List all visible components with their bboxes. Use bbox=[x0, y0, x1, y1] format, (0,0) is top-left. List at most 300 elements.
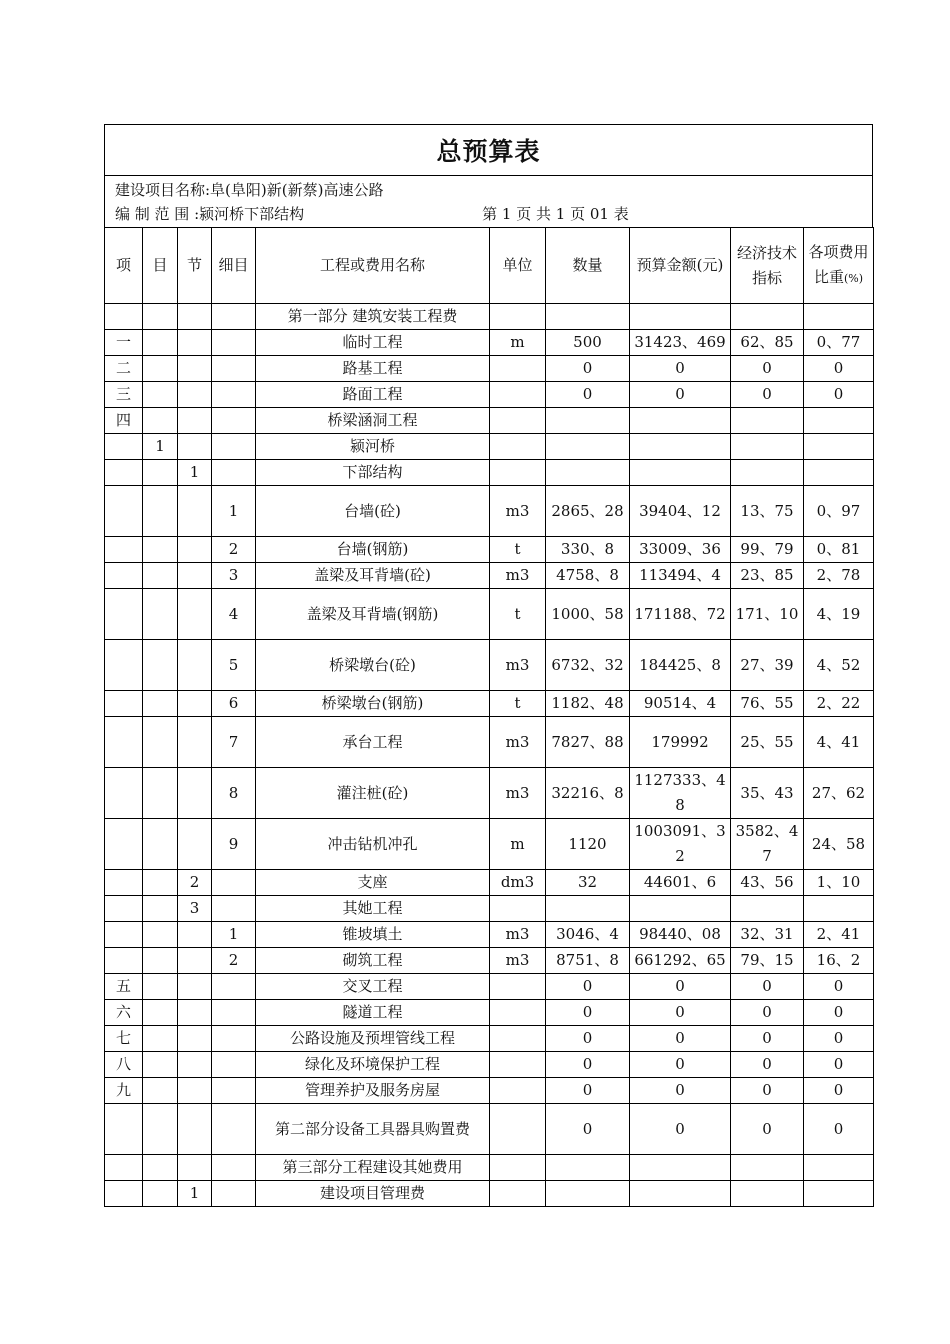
cell-ximu: 1 bbox=[212, 486, 256, 537]
cell-qty: 6732、32 bbox=[546, 640, 630, 691]
cell-ximu bbox=[212, 460, 256, 486]
cell-amount: 31423、469 bbox=[630, 330, 731, 356]
project-line bbox=[115, 178, 872, 202]
cell-mu bbox=[143, 1181, 178, 1207]
cell-xiang bbox=[105, 819, 143, 870]
percent-sign: (%) bbox=[843, 272, 864, 285]
cell-name: 路基工程 bbox=[256, 356, 490, 382]
cell-qty: 3046、4 bbox=[546, 922, 630, 948]
table-row bbox=[105, 640, 874, 691]
cell-jie bbox=[178, 486, 212, 537]
cell-mu bbox=[143, 974, 178, 1000]
cell-name: 支座 bbox=[256, 870, 490, 896]
cell-ratio: 27、62 bbox=[804, 768, 874, 819]
cell-mu bbox=[143, 1000, 178, 1026]
cell-ximu bbox=[212, 304, 256, 330]
cell-mu bbox=[143, 922, 178, 948]
cell-amount bbox=[630, 434, 731, 460]
cell-mu bbox=[143, 408, 178, 434]
cell-ratio: 0 bbox=[804, 1052, 874, 1078]
cell-unit: m bbox=[490, 330, 546, 356]
cell-qty: 1120 bbox=[546, 819, 630, 870]
cell-name: 临时工程 bbox=[256, 330, 490, 356]
cell-index bbox=[731, 896, 804, 922]
cell-name: 冲击钻机冲孔 bbox=[256, 819, 490, 870]
cell-amount: 179992 bbox=[630, 717, 731, 768]
cell-index: 0 bbox=[731, 1052, 804, 1078]
cell-jie bbox=[178, 1052, 212, 1078]
table-row bbox=[105, 948, 874, 974]
cell-qty: 0 bbox=[546, 1026, 630, 1052]
cell-xiang: 一 bbox=[105, 330, 143, 356]
cell-name: 锥坡填土 bbox=[256, 922, 490, 948]
cell-amount: 0 bbox=[630, 1104, 731, 1155]
cell-index: 0 bbox=[731, 382, 804, 408]
cell-amount: 44601、6 bbox=[630, 870, 731, 896]
cell-jie bbox=[178, 304, 212, 330]
cell-jie: 1 bbox=[178, 1181, 212, 1207]
cell-jie bbox=[178, 691, 212, 717]
cell-unit bbox=[490, 460, 546, 486]
cell-unit: m3 bbox=[490, 640, 546, 691]
cell-xiang bbox=[105, 486, 143, 537]
cell-ximu bbox=[212, 870, 256, 896]
cell-unit: m3 bbox=[490, 717, 546, 768]
cell-mu bbox=[143, 1078, 178, 1104]
cell-ximu: 1 bbox=[212, 922, 256, 948]
cell-unit: dm3 bbox=[490, 870, 546, 896]
table-row bbox=[105, 1052, 874, 1078]
cell-xiang bbox=[105, 640, 143, 691]
cell-ximu bbox=[212, 434, 256, 460]
table-row bbox=[105, 382, 874, 408]
cell-xiang bbox=[105, 922, 143, 948]
cell-ximu: 3 bbox=[212, 563, 256, 589]
cell-qty: 330、8 bbox=[546, 537, 630, 563]
table-row bbox=[105, 563, 874, 589]
table-row bbox=[105, 1026, 874, 1052]
cell-amount: 0 bbox=[630, 974, 731, 1000]
table-row bbox=[105, 768, 874, 819]
cell-index: 62、85 bbox=[731, 330, 804, 356]
cell-unit: t bbox=[490, 589, 546, 640]
ratio-header-text: 各项费用比重 bbox=[808, 243, 869, 286]
scope-text: 编 制 范 围 :颍河桥下部结构 bbox=[115, 205, 305, 223]
budget-sheet bbox=[104, 124, 873, 1207]
cell-mu bbox=[143, 537, 178, 563]
cell-unit bbox=[490, 1026, 546, 1052]
project-name: 建设项目名称:阜(阜阳)新(新蔡)高速公路 bbox=[115, 181, 384, 199]
cell-jie bbox=[178, 1155, 212, 1181]
cell-jie bbox=[178, 356, 212, 382]
cell-unit bbox=[490, 356, 546, 382]
cell-jie bbox=[178, 640, 212, 691]
col-header-jie: 节 bbox=[178, 228, 212, 304]
cell-qty: 0 bbox=[546, 356, 630, 382]
table-row bbox=[105, 589, 874, 640]
page-info: 第 1 页 共 1 页 01 表 bbox=[482, 205, 629, 223]
cell-ximu bbox=[212, 1104, 256, 1155]
cell-qty: 7827、88 bbox=[546, 717, 630, 768]
cell-ximu: 6 bbox=[212, 691, 256, 717]
table-row bbox=[105, 870, 874, 896]
cell-name: 台墙(钢筋) bbox=[256, 537, 490, 563]
cell-ratio: 0 bbox=[804, 1078, 874, 1104]
cell-xiang bbox=[105, 460, 143, 486]
cell-amount bbox=[630, 1155, 731, 1181]
cell-mu bbox=[143, 1026, 178, 1052]
cell-index: 32、31 bbox=[731, 922, 804, 948]
budget-table bbox=[104, 227, 874, 1207]
cell-xiang: 九 bbox=[105, 1078, 143, 1104]
info-block bbox=[104, 175, 873, 227]
cell-xiang: 三 bbox=[105, 382, 143, 408]
col-header-qty: 数量 bbox=[546, 228, 630, 304]
cell-amount: 1003091、32 bbox=[630, 819, 731, 870]
cell-qty bbox=[546, 304, 630, 330]
cell-amount: 0 bbox=[630, 356, 731, 382]
cell-qty: 1000、58 bbox=[546, 589, 630, 640]
cell-qty: 0 bbox=[546, 1104, 630, 1155]
cell-unit bbox=[490, 1181, 546, 1207]
cell-ratio: 0 bbox=[804, 382, 874, 408]
cell-unit bbox=[490, 1052, 546, 1078]
cell-name: 公路设施及预埋管线工程 bbox=[256, 1026, 490, 1052]
cell-name: 下部结构 bbox=[256, 460, 490, 486]
cell-unit bbox=[490, 1000, 546, 1026]
cell-amount: 33009、36 bbox=[630, 537, 731, 563]
cell-name: 桥梁涵洞工程 bbox=[256, 408, 490, 434]
cell-name: 灌注桩(砼) bbox=[256, 768, 490, 819]
cell-ratio bbox=[804, 1155, 874, 1181]
table-row bbox=[105, 896, 874, 922]
cell-index bbox=[731, 1181, 804, 1207]
cell-index bbox=[731, 408, 804, 434]
cell-index: 0 bbox=[731, 356, 804, 382]
cell-amount: 184425、8 bbox=[630, 640, 731, 691]
cell-ratio bbox=[804, 896, 874, 922]
cell-xiang bbox=[105, 1155, 143, 1181]
cell-mu bbox=[143, 1104, 178, 1155]
cell-ximu: 2 bbox=[212, 537, 256, 563]
cell-ratio: 0 bbox=[804, 974, 874, 1000]
cell-name: 隧道工程 bbox=[256, 1000, 490, 1026]
cell-jie bbox=[178, 1000, 212, 1026]
cell-xiang bbox=[105, 1104, 143, 1155]
cell-mu bbox=[143, 563, 178, 589]
cell-xiang bbox=[105, 717, 143, 768]
cell-qty: 0 bbox=[546, 974, 630, 1000]
cell-xiang bbox=[105, 563, 143, 589]
cell-index: 43、56 bbox=[731, 870, 804, 896]
cell-index: 23、85 bbox=[731, 563, 804, 589]
cell-xiang bbox=[105, 948, 143, 974]
cell-xiang bbox=[105, 768, 143, 819]
table-row bbox=[105, 434, 874, 460]
cell-mu bbox=[143, 356, 178, 382]
cell-name: 颍河桥 bbox=[256, 434, 490, 460]
cell-name: 砌筑工程 bbox=[256, 948, 490, 974]
cell-ximu bbox=[212, 974, 256, 1000]
cell-amount: 171188、72 bbox=[630, 589, 731, 640]
cell-ratio: 16、2 bbox=[804, 948, 874, 974]
cell-jie bbox=[178, 434, 212, 460]
cell-mu bbox=[143, 768, 178, 819]
cell-mu bbox=[143, 896, 178, 922]
cell-ximu bbox=[212, 1078, 256, 1104]
cell-qty: 32216、8 bbox=[546, 768, 630, 819]
cell-ximu bbox=[212, 1052, 256, 1078]
cell-unit: t bbox=[490, 691, 546, 717]
cell-unit bbox=[490, 304, 546, 330]
cell-mu: 1 bbox=[143, 434, 178, 460]
cell-ximu: 7 bbox=[212, 717, 256, 768]
cell-unit bbox=[490, 1078, 546, 1104]
cell-name: 台墙(砼) bbox=[256, 486, 490, 537]
page-title: 总预算表 bbox=[436, 137, 541, 166]
cell-unit bbox=[490, 974, 546, 1000]
cell-index: 25、55 bbox=[731, 717, 804, 768]
table-row bbox=[105, 460, 874, 486]
cell-amount: 0 bbox=[630, 1078, 731, 1104]
cell-jie bbox=[178, 589, 212, 640]
cell-index: 171、10 bbox=[731, 589, 804, 640]
cell-xiang: 八 bbox=[105, 1052, 143, 1078]
table-body bbox=[105, 304, 874, 1207]
scope-line bbox=[115, 202, 872, 226]
cell-qty: 0 bbox=[546, 1078, 630, 1104]
col-header-unit: 单位 bbox=[490, 228, 546, 304]
cell-xiang bbox=[105, 870, 143, 896]
cell-unit: m3 bbox=[490, 486, 546, 537]
cell-unit bbox=[490, 1155, 546, 1181]
col-header-ximu: 细目 bbox=[212, 228, 256, 304]
cell-ratio: 0、77 bbox=[804, 330, 874, 356]
cell-qty bbox=[546, 460, 630, 486]
cell-ximu bbox=[212, 382, 256, 408]
cell-ratio bbox=[804, 460, 874, 486]
cell-ratio: 0 bbox=[804, 1104, 874, 1155]
cell-mu bbox=[143, 460, 178, 486]
cell-mu bbox=[143, 870, 178, 896]
table-row bbox=[105, 1155, 874, 1181]
cell-name: 盖梁及耳背墙(砼) bbox=[256, 563, 490, 589]
cell-jie bbox=[178, 1026, 212, 1052]
cell-jie bbox=[178, 1078, 212, 1104]
cell-qty: 0 bbox=[546, 1000, 630, 1026]
cell-index: 3582、47 bbox=[731, 819, 804, 870]
cell-qty: 32 bbox=[546, 870, 630, 896]
cell-qty bbox=[546, 896, 630, 922]
cell-jie bbox=[178, 819, 212, 870]
cell-qty: 0 bbox=[546, 382, 630, 408]
col-header-amount: 预算金额(元) bbox=[630, 228, 731, 304]
cell-ximu: 4 bbox=[212, 589, 256, 640]
cell-mu bbox=[143, 589, 178, 640]
cell-index: 0 bbox=[731, 1000, 804, 1026]
cell-ratio: 24、58 bbox=[804, 819, 874, 870]
cell-index bbox=[731, 304, 804, 330]
cell-qty: 2865、28 bbox=[546, 486, 630, 537]
cell-name: 管理养护及服务房屋 bbox=[256, 1078, 490, 1104]
cell-name: 其她工程 bbox=[256, 896, 490, 922]
cell-unit bbox=[490, 408, 546, 434]
cell-qty bbox=[546, 408, 630, 434]
cell-amount bbox=[630, 460, 731, 486]
cell-index: 0 bbox=[731, 974, 804, 1000]
cell-ratio: 1、10 bbox=[804, 870, 874, 896]
cell-jie: 2 bbox=[178, 870, 212, 896]
cell-amount: 0 bbox=[630, 1052, 731, 1078]
cell-mu bbox=[143, 1155, 178, 1181]
cell-mu bbox=[143, 382, 178, 408]
cell-ratio: 0 bbox=[804, 1026, 874, 1052]
table-row bbox=[105, 356, 874, 382]
cell-qty bbox=[546, 1155, 630, 1181]
cell-amount bbox=[630, 304, 731, 330]
cell-index: 0 bbox=[731, 1026, 804, 1052]
cell-mu bbox=[143, 717, 178, 768]
cell-name: 承台工程 bbox=[256, 717, 490, 768]
cell-mu bbox=[143, 486, 178, 537]
cell-index bbox=[731, 1155, 804, 1181]
cell-ratio: 4、52 bbox=[804, 640, 874, 691]
cell-xiang bbox=[105, 537, 143, 563]
cell-ratio: 2、78 bbox=[804, 563, 874, 589]
cell-jie: 1 bbox=[178, 460, 212, 486]
cell-jie bbox=[178, 330, 212, 356]
table-row bbox=[105, 304, 874, 330]
cell-qty bbox=[546, 1181, 630, 1207]
cell-name: 第一部分 建筑安装工程费 bbox=[256, 304, 490, 330]
cell-ratio: 0、97 bbox=[804, 486, 874, 537]
cell-amount bbox=[630, 408, 731, 434]
cell-mu bbox=[143, 691, 178, 717]
table-row bbox=[105, 819, 874, 870]
title-bar bbox=[104, 124, 873, 175]
cell-ximu bbox=[212, 1026, 256, 1052]
cell-amount: 0 bbox=[630, 382, 731, 408]
cell-ximu: 8 bbox=[212, 768, 256, 819]
cell-qty: 4758、8 bbox=[546, 563, 630, 589]
cell-ximu bbox=[212, 1000, 256, 1026]
cell-name: 桥梁墩台(钢筋) bbox=[256, 691, 490, 717]
cell-ratio bbox=[804, 1181, 874, 1207]
cell-ratio: 4、19 bbox=[804, 589, 874, 640]
cell-ratio: 2、22 bbox=[804, 691, 874, 717]
cell-jie bbox=[178, 948, 212, 974]
cell-jie bbox=[178, 1104, 212, 1155]
col-header-index: 经济技术指标 bbox=[731, 228, 804, 304]
cell-unit: m3 bbox=[490, 768, 546, 819]
cell-jie: 3 bbox=[178, 896, 212, 922]
cell-xiang bbox=[105, 434, 143, 460]
cell-jie bbox=[178, 717, 212, 768]
col-header-name: 工程或费用名称 bbox=[256, 228, 490, 304]
cell-mu bbox=[143, 1052, 178, 1078]
cell-jie bbox=[178, 922, 212, 948]
cell-ximu bbox=[212, 356, 256, 382]
cell-name: 交叉工程 bbox=[256, 974, 490, 1000]
cell-ximu bbox=[212, 896, 256, 922]
cell-jie bbox=[178, 563, 212, 589]
cell-jie bbox=[178, 537, 212, 563]
cell-xiang: 六 bbox=[105, 1000, 143, 1026]
cell-unit bbox=[490, 434, 546, 460]
cell-unit bbox=[490, 1104, 546, 1155]
cell-index: 0 bbox=[731, 1078, 804, 1104]
cell-index: 99、79 bbox=[731, 537, 804, 563]
table-row bbox=[105, 1000, 874, 1026]
cell-jie bbox=[178, 408, 212, 434]
col-header-xiang: 项 bbox=[105, 228, 143, 304]
cell-name: 桥梁墩台(砼) bbox=[256, 640, 490, 691]
cell-ximu bbox=[212, 408, 256, 434]
table-row bbox=[105, 717, 874, 768]
cell-name: 第三部分工程建设其她费用 bbox=[256, 1155, 490, 1181]
cell-name: 路面工程 bbox=[256, 382, 490, 408]
cell-ximu: 5 bbox=[212, 640, 256, 691]
cell-xiang bbox=[105, 1181, 143, 1207]
cell-name: 盖梁及耳背墙(钢筋) bbox=[256, 589, 490, 640]
table-row bbox=[105, 691, 874, 717]
cell-index: 0 bbox=[731, 1104, 804, 1155]
cell-xiang bbox=[105, 896, 143, 922]
col-header-ratio bbox=[804, 228, 874, 304]
cell-ratio bbox=[804, 304, 874, 330]
cell-name: 第二部分设备工具器具购置费 bbox=[256, 1104, 490, 1155]
cell-xiang: 五 bbox=[105, 974, 143, 1000]
cell-amount: 1127333、48 bbox=[630, 768, 731, 819]
cell-ximu bbox=[212, 330, 256, 356]
cell-xiang: 二 bbox=[105, 356, 143, 382]
cell-name: 建设项目管理费 bbox=[256, 1181, 490, 1207]
cell-ratio: 0 bbox=[804, 1000, 874, 1026]
cell-index: 27、39 bbox=[731, 640, 804, 691]
cell-amount: 0 bbox=[630, 1026, 731, 1052]
cell-ximu: 9 bbox=[212, 819, 256, 870]
cell-mu bbox=[143, 640, 178, 691]
cell-name: 绿化及环境保护工程 bbox=[256, 1052, 490, 1078]
cell-amount: 113494、4 bbox=[630, 563, 731, 589]
cell-jie bbox=[178, 768, 212, 819]
cell-unit: t bbox=[490, 537, 546, 563]
cell-xiang: 四 bbox=[105, 408, 143, 434]
table-row bbox=[105, 1181, 874, 1207]
cell-amount: 90514、4 bbox=[630, 691, 731, 717]
cell-index: 13、75 bbox=[731, 486, 804, 537]
table-header-row bbox=[105, 228, 874, 304]
cell-unit bbox=[490, 382, 546, 408]
cell-qty: 0 bbox=[546, 1052, 630, 1078]
cell-jie bbox=[178, 974, 212, 1000]
cell-ratio bbox=[804, 408, 874, 434]
cell-mu bbox=[143, 330, 178, 356]
cell-mu bbox=[143, 304, 178, 330]
cell-amount bbox=[630, 1181, 731, 1207]
col-header-mu: 目 bbox=[143, 228, 178, 304]
cell-mu bbox=[143, 948, 178, 974]
cell-qty: 8751、8 bbox=[546, 948, 630, 974]
cell-amount: 39404、12 bbox=[630, 486, 731, 537]
table-row bbox=[105, 330, 874, 356]
cell-unit bbox=[490, 896, 546, 922]
cell-index bbox=[731, 434, 804, 460]
cell-ratio: 2、41 bbox=[804, 922, 874, 948]
cell-qty: 1182、48 bbox=[546, 691, 630, 717]
cell-index: 79、15 bbox=[731, 948, 804, 974]
cell-xiang bbox=[105, 304, 143, 330]
